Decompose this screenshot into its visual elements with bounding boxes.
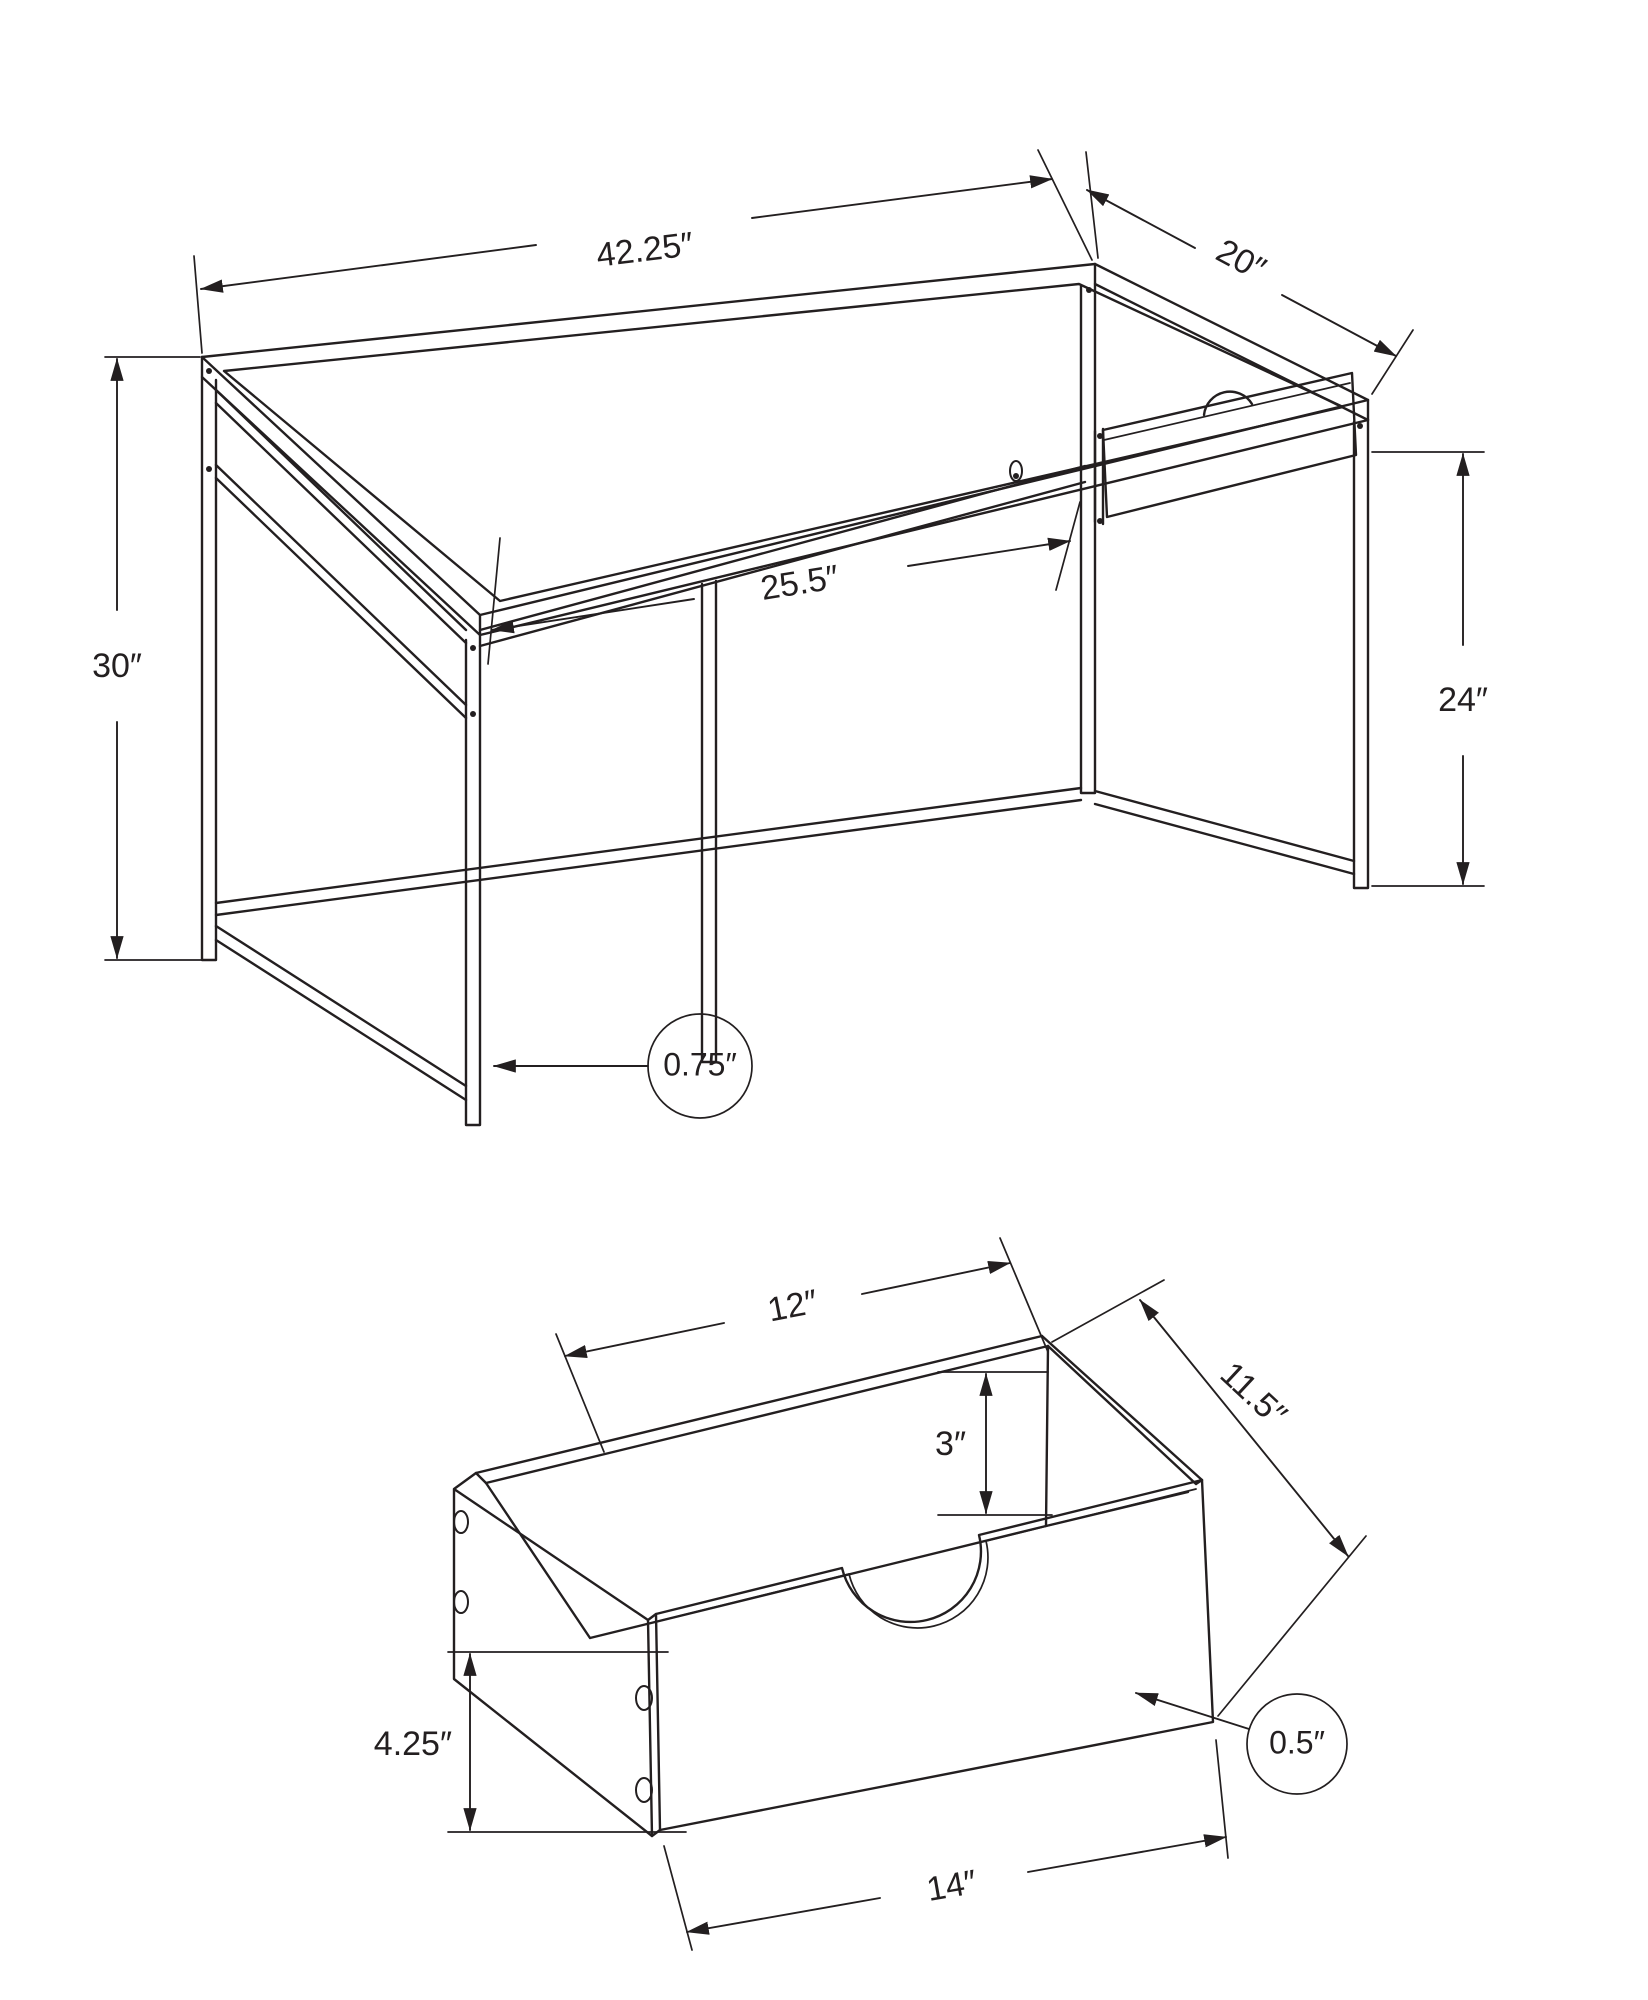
desk-height-label: 30″ [92, 646, 142, 685]
drawer-panel-thickness-callout [1136, 1693, 1347, 1794]
drawer-line-drawing [374, 1238, 1366, 1950]
drawer-inner-width-label: 12″ [764, 1282, 821, 1330]
drawer-back-height-label: 3″ [935, 1424, 966, 1463]
desk-back-apron [480, 466, 1085, 646]
desk-frame-thickness-callout [494, 1014, 752, 1118]
desk-leg-height-label: 24″ [1438, 680, 1488, 719]
drawer-front-height-dimension [374, 1652, 686, 1832]
desk-leg-front-right [1354, 420, 1368, 888]
desk-top-front-face [480, 400, 1368, 635]
drawer-inner-width-dimension [556, 1238, 1048, 1452]
desk-knee-clearance-label: 25.5″ [758, 558, 842, 608]
drawer-right-rim [1042, 1336, 1202, 1484]
desk-width-label: 42.25″ [594, 225, 696, 275]
drawer-left-panel [454, 1473, 652, 1836]
desk-leg-height-dimension [1372, 452, 1488, 886]
drawer-back-height-dimension [935, 1372, 1052, 1515]
desk-left-upper-rail [216, 390, 466, 643]
drawer-side-depth-label: 11.5″ [1212, 1354, 1295, 1435]
desk-leg-back-left [202, 377, 216, 960]
desk-top-left-face [202, 357, 480, 635]
desk-line-drawing [92, 150, 1488, 1125]
desk-depth-dimension [1086, 152, 1413, 394]
desk-left-mid-rail [216, 465, 466, 718]
desk-top-right-face [1095, 264, 1368, 420]
desk-left-floor-stretcher [216, 926, 466, 1100]
drawer-panel-thickness-label: 0.5″ [1269, 1724, 1325, 1761]
desk-width-dimension [194, 150, 1092, 353]
desk-back-floor-stretcher [216, 788, 1081, 915]
keyhole-slot [1010, 461, 1022, 481]
drawer-front-panel [656, 1480, 1213, 1830]
drawer-outer-width-label: 14″ [923, 1862, 980, 1910]
desk-leg-back-right [1081, 284, 1095, 793]
desk-center-post [702, 581, 716, 1062]
desk-height-dimension [92, 357, 205, 960]
drawer-outer-width-dimension [664, 1740, 1228, 1950]
drawer-front-height-label: 4.25″ [373, 1724, 452, 1763]
desk-depth-label: 20″ [1210, 231, 1272, 289]
desk-frame-thickness-label: 0.75″ [663, 1046, 737, 1083]
desk-drawer-partition [1095, 429, 1103, 524]
desk-right-floor-stretcher [1095, 791, 1354, 874]
